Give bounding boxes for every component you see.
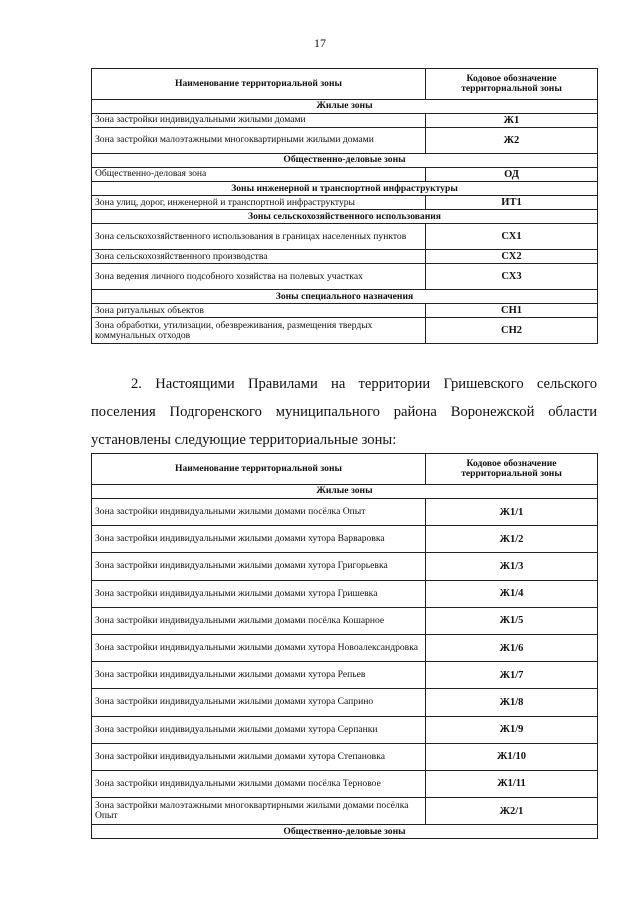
zone-name: Зона улиц, дорог, инженерной и транспортной инфраструктуры (92, 196, 426, 210)
zones-table-general (91, 68, 598, 344)
table-row (92, 250, 598, 264)
section-title: Зоны инженерной и транспортной инфраструктуры (92, 182, 598, 196)
section-title: Жилые зоны (92, 100, 598, 114)
table-row (92, 689, 598, 716)
table-row (92, 168, 598, 182)
zone-name: Зона застройки индивидуальными жилыми домами хутора Новоалександровка (92, 634, 426, 661)
table-row (92, 607, 598, 634)
zone-code: Ж1 (426, 114, 598, 128)
table-row (92, 770, 598, 797)
zones-table-settlements (91, 453, 598, 839)
zone-code: Ж1/4 (426, 580, 598, 607)
zone-code: Ж1/9 (426, 716, 598, 743)
table-row (92, 634, 598, 661)
zone-name: Зона застройки индивидуальными жилыми домами хутора Степановка (92, 743, 426, 770)
paragraph-line: установлены следующие территориальные зоны: (91, 432, 397, 448)
section-row (92, 210, 598, 224)
zone-code: Ж1/1 (426, 499, 598, 526)
zone-name: Зона застройки индивидуальными жилыми домами посёлка Терновое (92, 770, 426, 797)
zone-name: Зона застройки индивидуальными жилыми домами хутора Саприно (92, 689, 426, 716)
table-row (92, 499, 598, 526)
zone-name: Зона ведения личного подсобного хозяйства на полевых участках (92, 264, 426, 290)
table-row (92, 743, 598, 770)
zone-code: СН2 (426, 318, 598, 344)
table-row (92, 798, 598, 825)
header-zone-code: Кодовое обозначение территориальной зоны (426, 69, 598, 100)
zone-name: Зона застройки индивидуальными жилыми домами посёлка Кошарное (92, 607, 426, 634)
zone-code: Ж1/8 (426, 689, 598, 716)
header-zone-code: Кодовое обозначение территориальной зоны (426, 454, 598, 485)
table-row (92, 318, 598, 344)
zone-code: Ж1/2 (426, 526, 598, 553)
table-row (92, 662, 598, 689)
zone-name: Зона застройки индивидуальными жилыми домами посёлка Опыт (92, 499, 426, 526)
zone-code: СХ3 (426, 264, 598, 290)
zone-name: Зона застройки индивидуальными жилыми домами (92, 114, 426, 128)
section-row (92, 485, 598, 499)
zone-name: Зона застройки индивидуальными жилыми домами хутора Серпанки (92, 716, 426, 743)
zone-name: Зона обработки, утилизации, обезвреживания, размещения твердых коммунальных отходов (92, 318, 426, 344)
table-row (92, 264, 598, 290)
paragraph-line: 2. Настоящими Правилами на территории Гришевского сельского (131, 376, 597, 392)
zone-code: Ж1/5 (426, 607, 598, 634)
page-number: 17 (314, 36, 326, 50)
header-zone-name: Наименование территориальной зоны (92, 69, 426, 100)
zone-name: Зона застройки индивидуальными жилыми домами хутора Григорьевка (92, 553, 426, 580)
table-row (92, 304, 598, 318)
header-zone-name: Наименование территориальной зоны (92, 454, 426, 485)
section-title: Общественно-деловые зоны (92, 825, 598, 839)
section-title: Зоны сельскохозяйственного использования (92, 210, 598, 224)
zone-code: Ж1/11 (426, 770, 598, 797)
table-row (92, 580, 598, 607)
table-row (92, 224, 598, 250)
section-row (92, 100, 598, 114)
zone-code: Ж2 (426, 128, 598, 154)
table-row (92, 114, 598, 128)
paragraph-2 (91, 370, 597, 454)
section-title: Зоны специального назначения (92, 290, 598, 304)
zone-code: Ж1/6 (426, 634, 598, 661)
section-row (92, 290, 598, 304)
zone-name: Зона застройки индивидуальными жилыми домами хутора Гришевка (92, 580, 426, 607)
zone-code: Ж1/3 (426, 553, 598, 580)
zone-name: Общественно-деловая зона (92, 168, 426, 182)
zone-code: Ж2/1 (426, 798, 598, 825)
zone-name: Зона застройки малоэтажными многоквартирными жилыми домами (92, 128, 426, 154)
table-row (92, 128, 598, 154)
table-row (92, 716, 598, 743)
section-title: Общественно-деловые зоны (92, 154, 598, 168)
zone-code: СХ2 (426, 250, 598, 264)
zone-code: СХ1 (426, 224, 598, 250)
zone-name: Зона сельскохозяйственного производства (92, 250, 426, 264)
zone-name: Зона застройки индивидуальными жилыми домами хутора Варваровка (92, 526, 426, 553)
zone-name: Зона сельскохозяйственного использования в границах населенных пунктов (92, 224, 426, 250)
section-row (92, 182, 598, 196)
zone-code: СН1 (426, 304, 598, 318)
section-row (92, 154, 598, 168)
section-title: Жилые зоны (92, 485, 598, 499)
zone-code: Ж1/7 (426, 662, 598, 689)
zone-code: ИТ1 (426, 196, 598, 210)
table-row (92, 196, 598, 210)
table-header-row (92, 454, 598, 485)
zone-name: Зона ритуальных объектов (92, 304, 426, 318)
zone-code: Ж1/10 (426, 743, 598, 770)
table-header-row (92, 69, 598, 100)
zone-code: ОД (426, 168, 598, 182)
zone-name: Зона застройки малоэтажными многоквартирными жилыми домами посёлка Опыт (92, 798, 426, 825)
zone-name: Зона застройки индивидуальными жилыми домами хутора Репьев (92, 662, 426, 689)
table-row (92, 553, 598, 580)
table-row (92, 526, 598, 553)
paragraph-line: поселения Подгоренского муниципального района Воронежской области (91, 404, 597, 420)
section-row (92, 825, 598, 839)
